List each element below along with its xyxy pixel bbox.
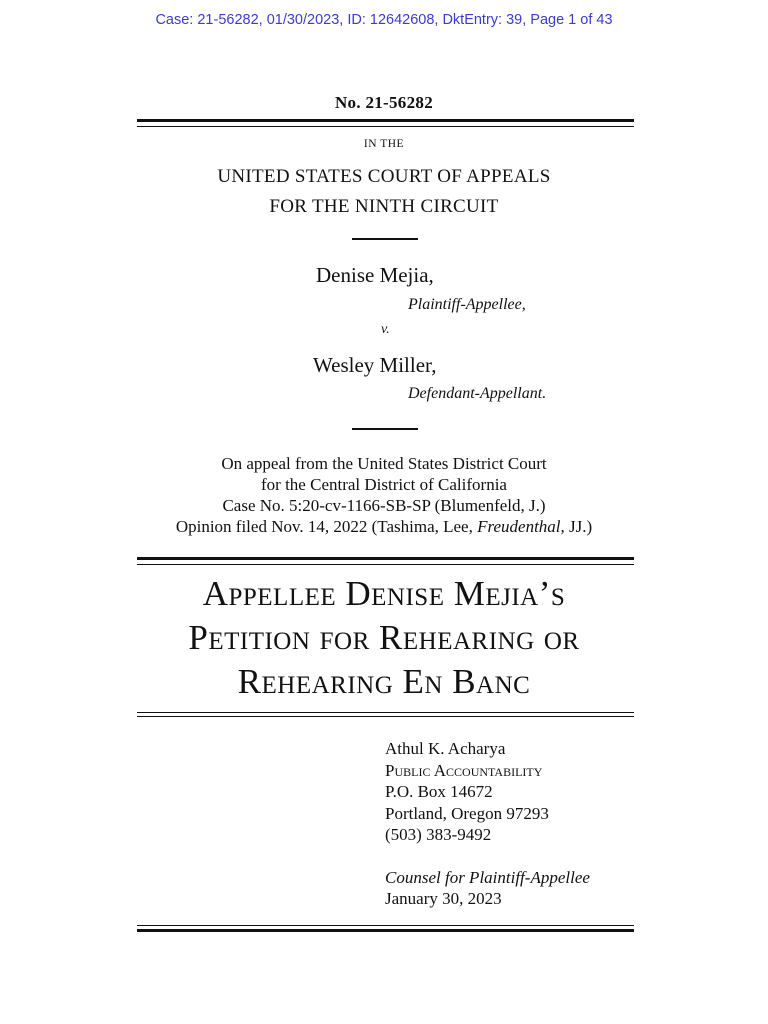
counsel-organization: Public Accountability: [385, 760, 543, 780]
court-name-line1: UNITED STATES COURT OF APPEALS: [217, 166, 551, 187]
plaintiff-role: Plaintiff-Appellee,: [408, 296, 526, 313]
bottom-rule-thick: [137, 929, 634, 932]
counsel-phone: (503) 383-9492: [385, 825, 492, 844]
counsel-address-2: Portland, Oregon 97293: [385, 803, 549, 823]
title-line-2: Petition for Rehearing or: [188, 618, 580, 657]
versus: v.: [381, 322, 390, 337]
plaintiff-name: Denise Mejia,: [316, 263, 434, 287]
appeal-line-1: On appeal from the United States District Court: [221, 454, 547, 473]
appeal-line-4: Opinion filed Nov. 14, 2022 (Tashima, Lee, Freudenthal, JJ.): [175, 517, 593, 536]
counsel-name: Athul K. Acharya: [385, 739, 506, 758]
court-name: [0, 162, 768, 222]
court-name-line2: FOR THE NINTH CIRCUIT: [269, 196, 499, 217]
top-rule-thin: [137, 126, 634, 127]
counsel-address-1: P.O. Box 14672: [385, 782, 493, 801]
title-line-3: Rehearing En Banc: [237, 662, 531, 701]
defendant-name: Wesley Miller,: [313, 353, 437, 377]
separator-rule: [352, 238, 418, 240]
defendant-role: Defendant-Appellant.: [408, 385, 547, 402]
appeal-line-3: Case No. 5:20-cv-1166-SB-SP (Blumenfeld, J.): [222, 496, 546, 515]
top-rule-thick: [137, 119, 634, 122]
title-rule-bottom-thin-2: [137, 716, 634, 717]
bottom-rule-thin: [137, 925, 634, 926]
separator-rule-2: [352, 428, 418, 430]
title-rule-bottom-thin: [137, 712, 634, 713]
counsel-role: Counsel for Plaintiff-Appellee: [385, 867, 590, 887]
case-header-stamp: Case: 21-56282, 01/30/2023, ID: 12642608, DktEntry: 39, Page 1 of 43: [155, 12, 613, 28]
title-rule-top-thin: [137, 564, 634, 565]
court-intro: IN THE: [363, 138, 405, 150]
document-title: [0, 572, 768, 704]
counsel-block: [385, 738, 590, 910]
title-line-1: Appellee Denise Mejia’s: [202, 574, 566, 613]
appeal-information: [0, 453, 768, 537]
appeal-line-2: for the Central District of California: [261, 475, 507, 494]
filing-date: January 30, 2023: [385, 889, 502, 908]
docket-number: No. 21-56282: [334, 93, 434, 112]
title-rule-top-thick: [137, 557, 634, 560]
